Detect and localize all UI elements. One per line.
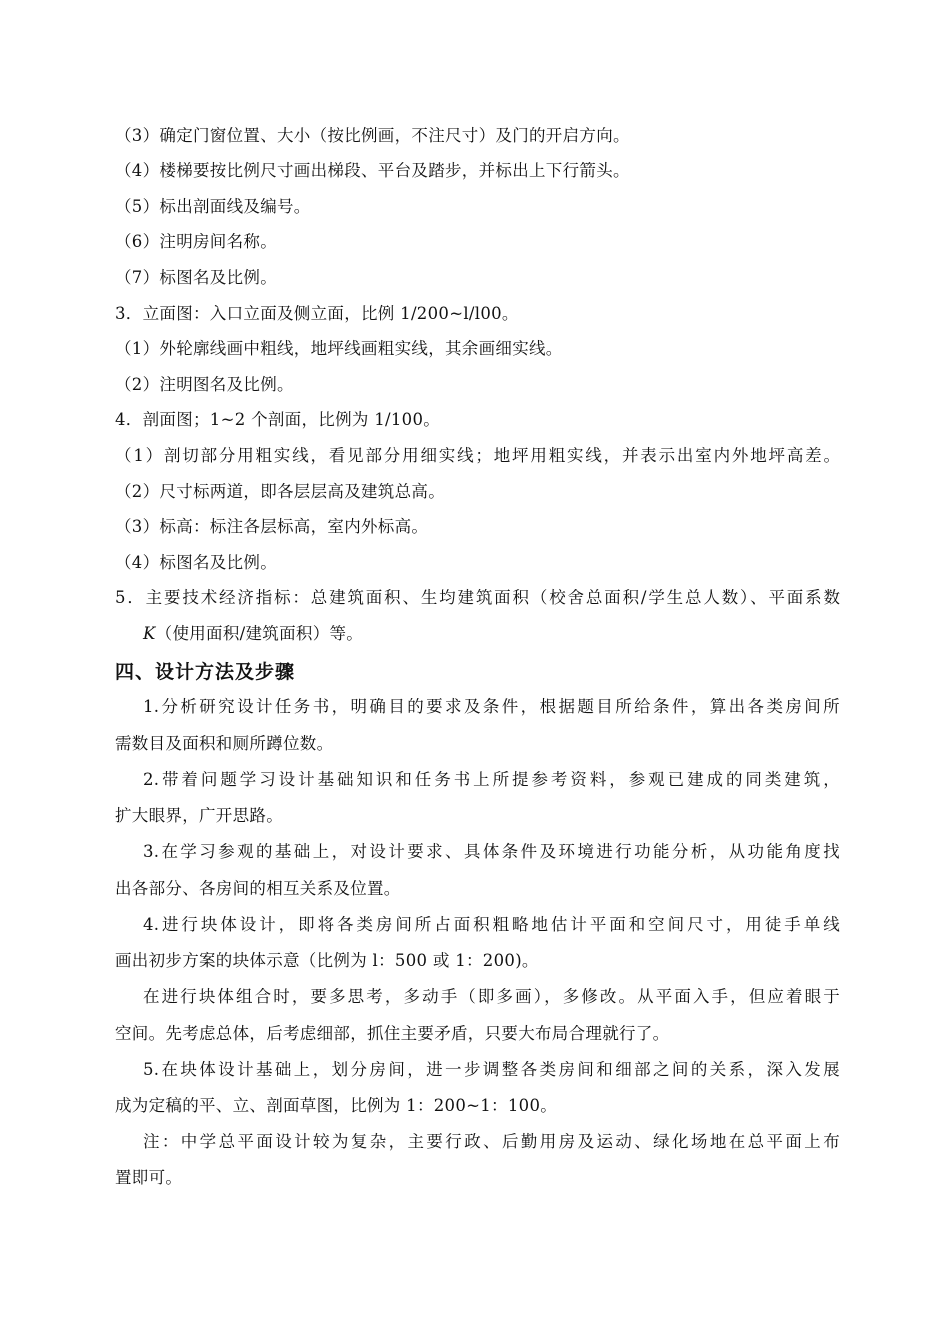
section-heading: 四、设计方法及步骤: [115, 661, 296, 683]
text-line: 3．立面图：入口立面及侧立面，比例 1/200~l/l00。: [115, 304, 519, 323]
paragraph-line: 1.分析研究设计任务书，明确目的要求及条件，根据题目所给条件，算出各类房间所: [143, 697, 840, 716]
paragraph-line: 置即可。: [115, 1168, 183, 1187]
text-line: （2）注明图名及比例。: [115, 375, 294, 394]
k-symbol: K: [143, 624, 156, 643]
paragraph-line: 2.带着问题学习设计基础知识和任务书上所提参考资料，参观已建成的同类建筑，: [143, 770, 840, 789]
text-line: （3）确定门窗位置、大小（按比例画，不注尺寸）及门的开启方向。: [115, 126, 630, 145]
paragraph-line: 需数目及面积和厕所蹲位数。: [115, 734, 334, 753]
text-line: （3）标高：标注各层标高，室内外标高。: [115, 517, 429, 536]
text-line: （4）标图名及比例。: [115, 553, 277, 572]
text-line: 5．主要技术经济指标：总建筑面积、生均建筑面积（校舍总面积/学生总人数）、平面系数: [115, 588, 840, 607]
paragraph-line: 4.进行块体设计，即将各类房间所占面积粗略地估计平面和空间尺寸，用徒手单线: [143, 915, 840, 934]
paragraph-line: 画出初步方案的块体示意（比例为 l：500 或 1：200)。: [115, 951, 539, 970]
text-line: （6）注明房间名称。: [115, 232, 277, 251]
text-line: （4）楼梯要按比例尺寸画出梯段、平台及踏步，并标出上下行箭头。: [115, 161, 630, 180]
paragraph-line: 出各部分、各房间的相互关系及位置。: [115, 879, 401, 898]
paragraph-line: 注：中学总平面设计较为复杂，主要行政、后勤用房及运动、绿化场地在总平面上布: [143, 1132, 840, 1151]
text-line: （5）标出剖面线及编号。: [115, 197, 311, 216]
paragraph-line: 空间。先考虑总体，后考虑细部，抓住主要矛盾，只要大布局合理就行了。: [115, 1024, 670, 1043]
text-line: 4．剖面图；1~2 个剖面，比例为 1/100。: [115, 410, 441, 429]
text-line: （2）尺寸标两道，即各层层高及建筑总高。: [115, 482, 445, 501]
text-line: （1）剖切部分用粗实线，看见部分用细实线；地坪用粗实线，并表示出室内外地坪高差。: [115, 446, 840, 465]
paragraph-line: 5.在块体设计基础上，划分房间，进一步调整各类房间和细部之间的关系，深入发展: [143, 1060, 840, 1079]
paragraph-line: 扩大眼界，广开思路。: [115, 806, 283, 825]
k-line: [143, 623, 868, 645]
paragraph-line: 成为定稿的平、立、剖面草图，比例为 1：200~1：100。: [115, 1096, 558, 1115]
paragraph-line: 在进行块体组合时，要多思考，多动手（即多画），多修改。从平面入手，但应着眼于: [143, 987, 840, 1006]
text-line: （7）标图名及比例。: [115, 268, 277, 287]
text-line: （1）外轮廓线画中粗线，地坪线画粗实线，其余画细实线。: [115, 339, 563, 358]
k-line-text: （使用面积/建筑面积）等。: [155, 624, 364, 643]
paragraph-line: 3.在学习参观的基础上，对设计要求、具体条件及环境进行功能分析，从功能角度找: [143, 842, 840, 861]
